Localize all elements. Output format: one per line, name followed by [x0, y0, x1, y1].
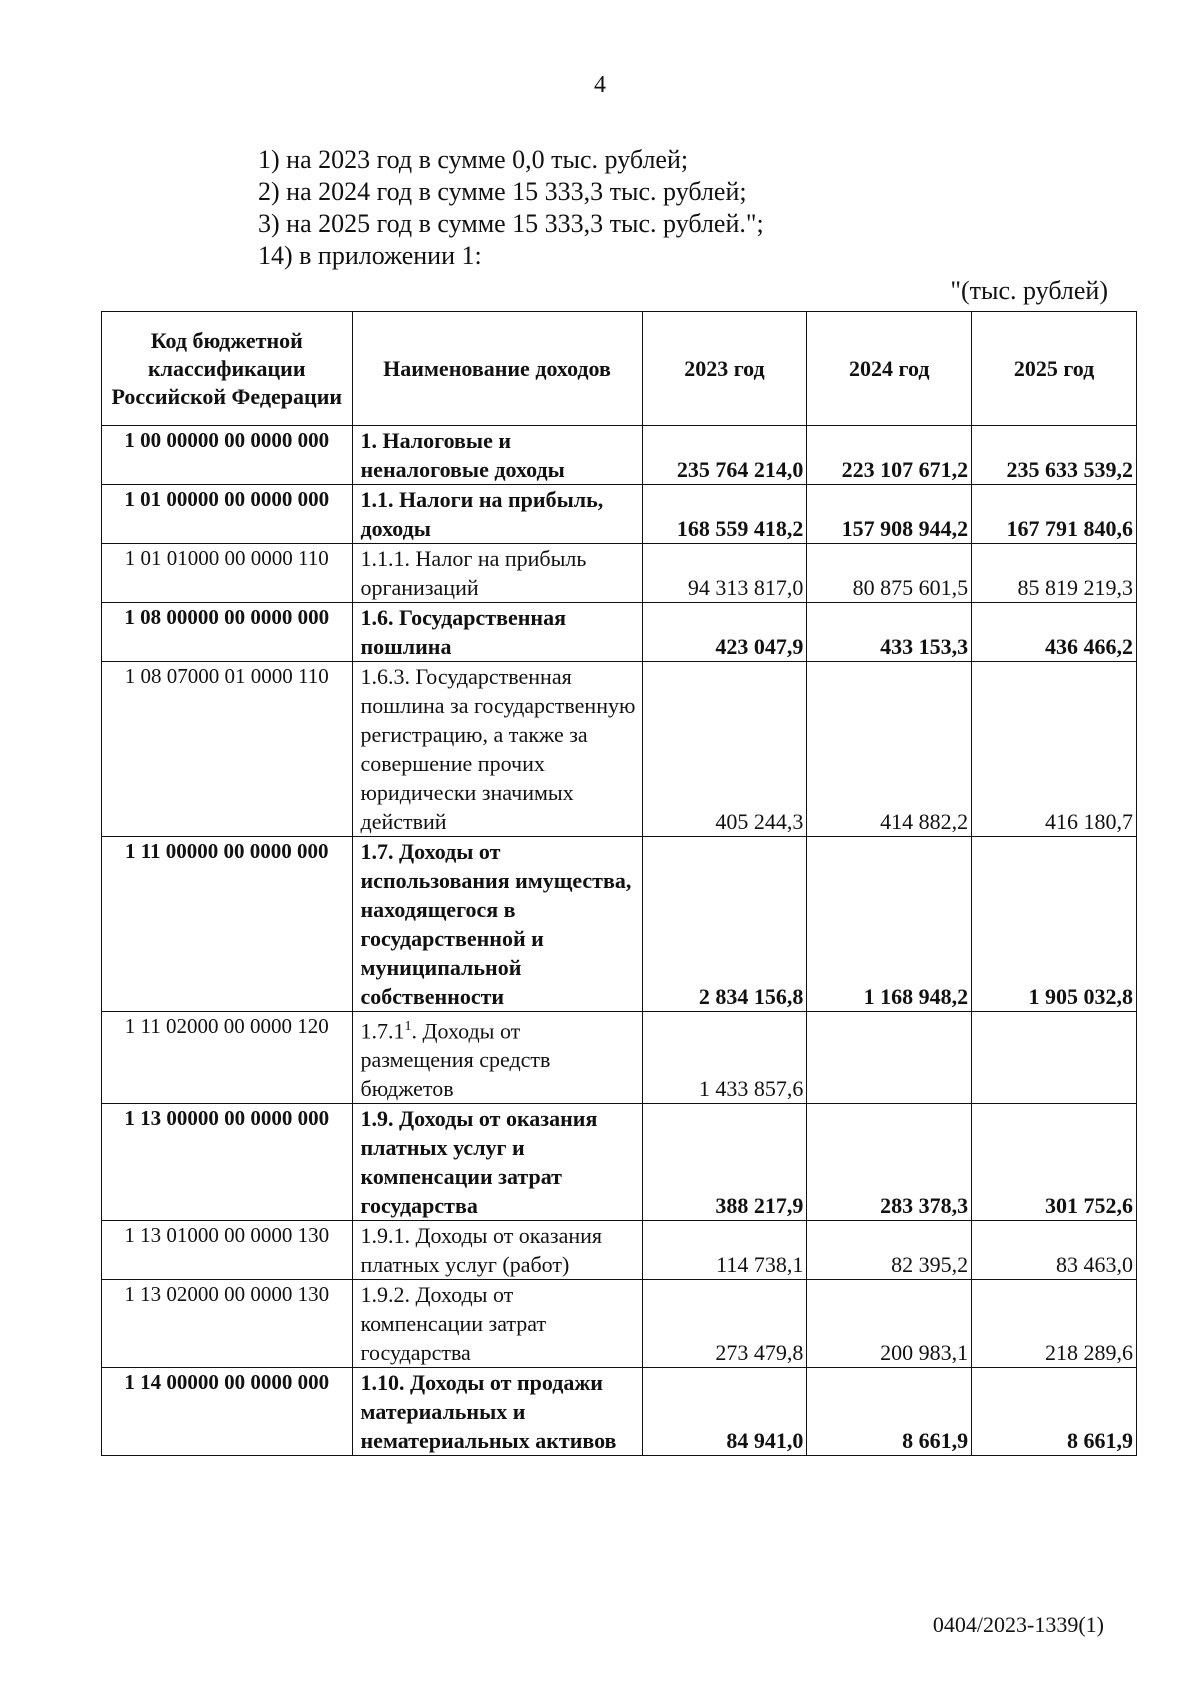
value-2025: 235 633 539,2	[972, 426, 1137, 485]
header-2024: 2024 год	[807, 312, 972, 426]
table-row	[102, 662, 1137, 837]
value-2025: 8 661,9	[972, 1368, 1137, 1456]
header-2023: 2023 год	[642, 312, 807, 426]
value-2024: 200 983,1	[807, 1280, 972, 1368]
value-2024: 433 153,3	[807, 603, 972, 662]
units-label: "(тыс. рублей)	[950, 276, 1108, 305]
table-row	[102, 485, 1137, 544]
table-row	[102, 1368, 1137, 1456]
budget-code: 1 11 02000 00 0000 120	[102, 1012, 353, 1104]
intro-line: 2) на 2024 год в сумме 15 333,3 тыс. рублей;	[258, 177, 747, 206]
document-code: 0404/2023-1339(1)	[932, 1612, 1104, 1637]
budget-code: 1 08 07000 01 0000 110	[102, 662, 353, 837]
intro-line: 1) на 2023 год в сумме 0,0 тыс. рублей;	[258, 145, 689, 174]
intro-line: 14) в приложении 1:	[258, 241, 482, 270]
value-2025: 83 463,0	[972, 1221, 1137, 1280]
revenue-name: 1.9. Доходы от оказания платных услуг и компенсации затрат государства	[352, 1104, 642, 1221]
revenue-name: 1.9.1. Доходы от оказания платных услуг (работ)	[352, 1221, 642, 1280]
value-2023: 168 559 418,2	[642, 485, 807, 544]
value-2023: 2 834 156,8	[642, 837, 807, 1012]
value-2024: 80 875 601,5	[807, 544, 972, 603]
value-2024: 1 168 948,2	[807, 837, 972, 1012]
value-2025: 85 819 219,3	[972, 544, 1137, 603]
revenue-name: 1.7. Доходы от использования имущества, находящегося в государственной и муниципальной собственности	[352, 837, 642, 1012]
revenue-name: 1.6.3. Государственная пошлина за государственную регистрацию, а также за совершение прочих юридически значимых действий	[352, 662, 642, 837]
table-row	[102, 1012, 1137, 1104]
value-2025: 167 791 840,6	[972, 485, 1137, 544]
value-2024: 8 661,9	[807, 1368, 972, 1456]
table-row	[102, 1221, 1137, 1280]
value-2024: 157 908 944,2	[807, 485, 972, 544]
value-2025: 218 289,6	[972, 1280, 1137, 1368]
revenue-table	[101, 311, 1137, 1456]
value-2025: 416 180,7	[972, 662, 1137, 837]
value-2023: 388 217,9	[642, 1104, 807, 1221]
budget-code: 1 01 01000 00 0000 110	[102, 544, 353, 603]
revenue-name: 1.6. Государственная пошлина	[352, 603, 642, 662]
value-2025	[972, 1012, 1137, 1104]
revenue-name: 1.10. Доходы от продажи материальных и нематериальных активов	[352, 1368, 642, 1456]
revenue-name: 1. Налоговые и неналоговые доходы	[352, 426, 642, 485]
header-name: Наименование доходов	[352, 312, 642, 426]
table-row	[102, 544, 1137, 603]
table-row	[102, 1280, 1137, 1368]
budget-code: 1 01 00000 00 0000 000	[102, 485, 353, 544]
value-2023: 405 244,3	[642, 662, 807, 837]
revenue-name: 1.1.1. Налог на прибыль организаций	[352, 544, 642, 603]
value-2024: 82 395,2	[807, 1221, 972, 1280]
value-2024: 414 882,2	[807, 662, 972, 837]
header-2025: 2025 год	[972, 312, 1137, 426]
table-header-row	[102, 312, 1137, 426]
revenue-name: 1.1. Налоги на прибыль, доходы	[352, 485, 642, 544]
budget-code: 1 08 00000 00 0000 000	[102, 603, 353, 662]
value-2025: 301 752,6	[972, 1104, 1137, 1221]
budget-code: 1 14 00000 00 0000 000	[102, 1368, 353, 1456]
value-2023: 84 941,0	[642, 1368, 807, 1456]
budget-code: 1 00 00000 00 0000 000	[102, 426, 353, 485]
value-2023: 94 313 817,0	[642, 544, 807, 603]
table-row	[102, 426, 1137, 485]
intro-list	[258, 144, 764, 272]
value-2024: 223 107 671,2	[807, 426, 972, 485]
footnote-marker: 1	[404, 1019, 412, 1034]
value-2023: 273 479,8	[642, 1280, 807, 1368]
revenue-name-prefix: 1.7.1	[360, 1018, 405, 1044]
value-2025: 436 466,2	[972, 603, 1137, 662]
budget-code: 1 13 01000 00 0000 130	[102, 1221, 353, 1280]
revenue-name-rest: . Доходы от размещения средств бюджетов	[360, 1018, 551, 1102]
budget-code: 1 13 00000 00 0000 000	[102, 1104, 353, 1221]
page-number: 4	[594, 72, 606, 98]
budget-code: 1 11 00000 00 0000 000	[102, 837, 353, 1012]
value-2024: 283 378,3	[807, 1104, 972, 1221]
value-2024	[807, 1012, 972, 1104]
header-code: Код бюджетной классификации Российской Федерации	[102, 312, 353, 426]
value-2025: 1 905 032,8	[972, 837, 1137, 1012]
value-2023: 114 738,1	[642, 1221, 807, 1280]
budget-code: 1 13 02000 00 0000 130	[102, 1280, 353, 1368]
value-2023: 423 047,9	[642, 603, 807, 662]
revenue-name: 1.9.2. Доходы от компенсации затрат государства	[352, 1280, 642, 1368]
value-2023: 1 433 857,6	[642, 1012, 807, 1104]
table-row	[102, 1104, 1137, 1221]
table-row	[102, 603, 1137, 662]
table-row	[102, 837, 1137, 1012]
revenue-name	[352, 1012, 642, 1104]
intro-line: 3) на 2025 год в сумме 15 333,3 тыс. рублей.";	[258, 209, 764, 238]
value-2023: 235 764 214,0	[642, 426, 807, 485]
